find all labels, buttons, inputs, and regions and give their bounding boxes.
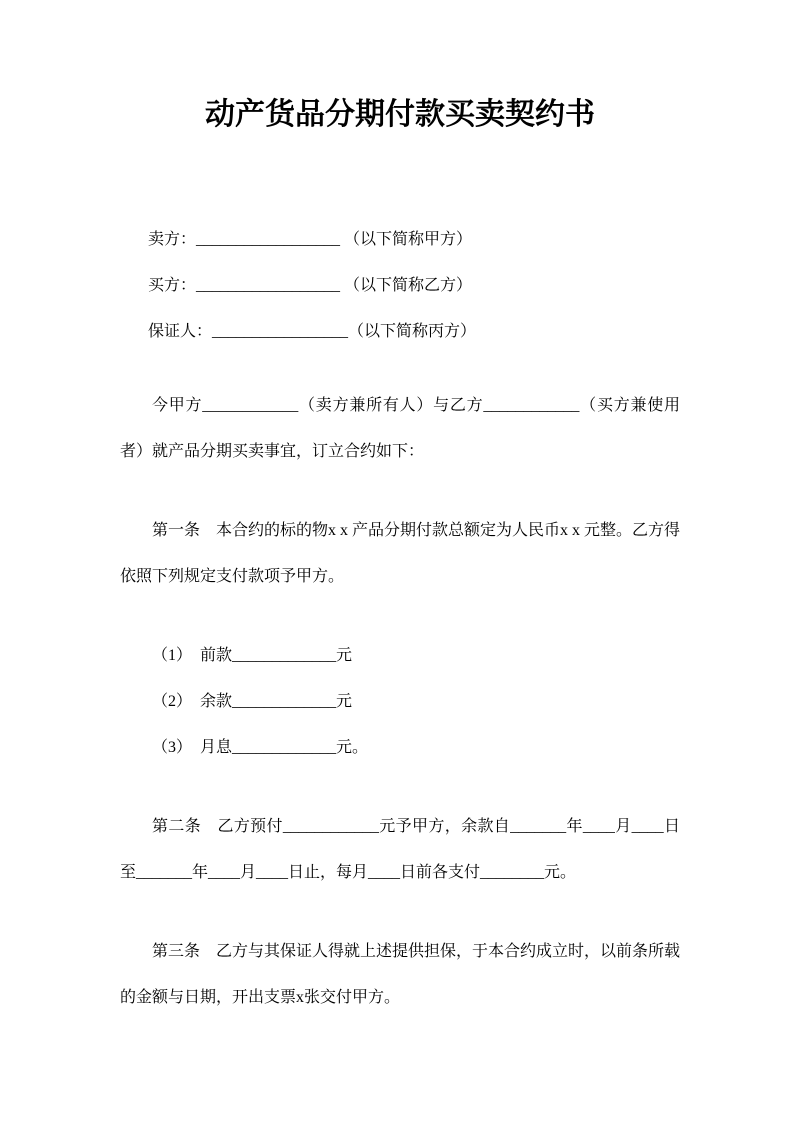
seller-line: 卖方：__________________ （以下简称甲方） <box>148 231 473 248</box>
article-3-paragraph: 第三条 乙方与其保证人得就上述提供担保，于本合约成立时，以前条所载的金额与日期，开出支票x张交付甲方。 <box>120 943 681 1006</box>
article-2-paragraph: 第二条 乙方预付____________元予甲方，余款自_______年____月____日至_______年____月____日止，每月____日前各支付________元。 <box>120 818 680 881</box>
document-title: 动产货品分期付款买卖契约书 <box>205 98 595 131</box>
buyer-line: 买方：__________________ （以下简称乙方） <box>148 277 473 294</box>
intro-paragraph: 今甲方____________（卖方兼所有人）与乙方____________（买方兼使用者）就产品分期买卖事宜，订立合约如下： <box>120 397 680 460</box>
payment-item-downpayment: （1） 前款_____________元 <box>152 647 353 664</box>
payment-items-section <box>120 633 680 771</box>
payment-item-balance: （2） 余款_____________元 <box>152 693 353 710</box>
payment-item-monthly-interest: （3） 月息_____________元。 <box>152 739 369 756</box>
guarantor-line: 保证人：_________________（以下简称丙方） <box>148 323 477 340</box>
parties-section <box>120 217 680 355</box>
article-1-paragraph: 第一条 本合约的标的物x x 产品分期付款总额定为人民币x x 元整。乙方得依照下列规定支付款项予甲方。 <box>120 522 681 585</box>
